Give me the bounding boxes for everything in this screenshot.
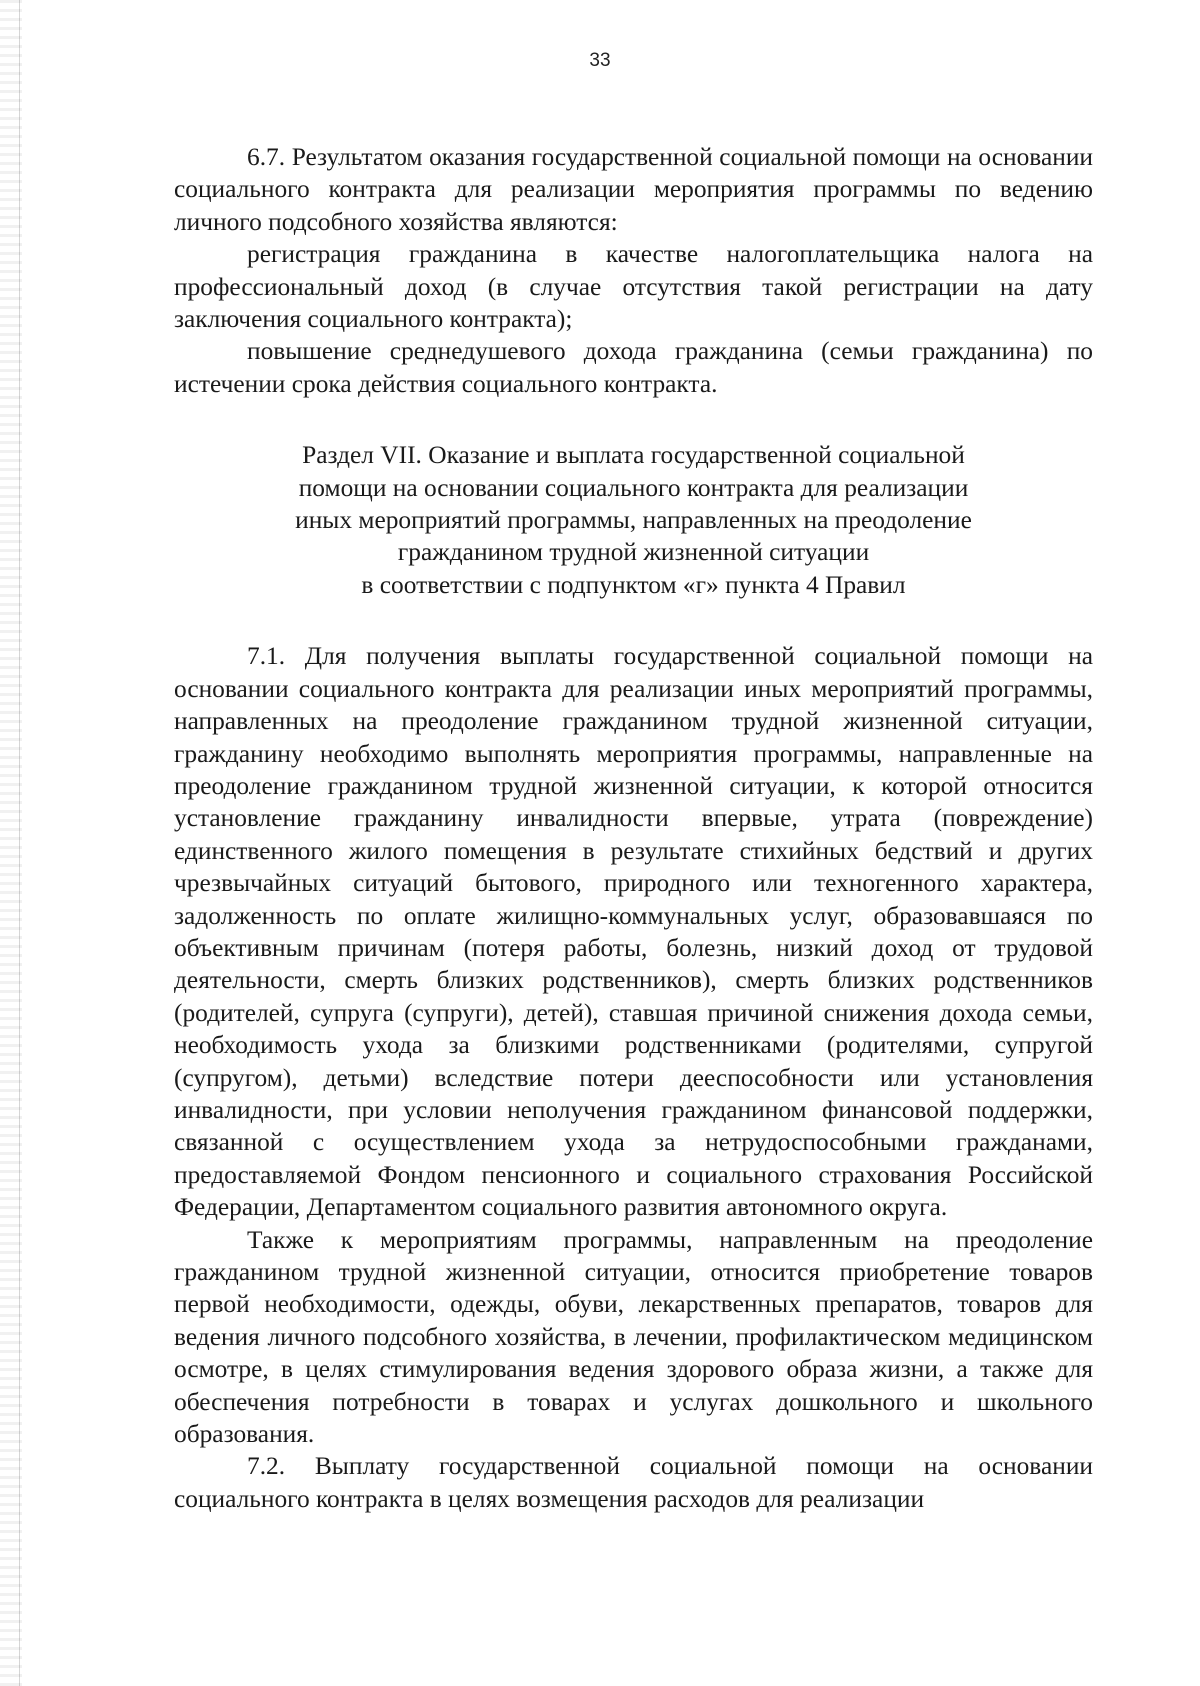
paragraph-7-1-also: Также к мероприятиям программы, направленным на преодоление гражданином трудной жизненной ситуации, относится приобретение товаров первой необходимости, одежды, обуви, лекарственных препаратов, товаров для ведения личного подсобного хозяйства, в лечении, профилактическом медицинском осмотре, в целях стимулирования ведения здорового образа жизни, а также для обеспечения потребности в товарах и услугах дошкольного и школьного образования. (174, 1225, 1093, 1449)
section-heading-line: в соответствии с подпунктом «г» пункта 4 Правил (361, 570, 906, 599)
paragraph-6-7-item-income: повышение среднедушевого дохода гражданина (семьи гражданина) по истечении срока действия социального контракта. (174, 337, 1093, 398)
section-heading-line: иных мероприятий программы, направленных на преодоление (295, 506, 972, 535)
paragraph-7-1: 7.1. Для получения выплаты государственной социальной помощи на основании социального контракта для реализации иных мероприятий программы, направленных на преодоление гражданином трудной жизненной ситуации, гражданину необходимо выполнять мероприятия программы, направленные на преодоление гражданином трудной жизненной ситуации, к которой относится установление гражданину инвалидности впервые, утрата (повреждение) единственного жилого помещения в результате стихийных бедствий и других чрезвычайных ситуаций бытового, природного или техногенного характера, задолженность по оплате жилищно-коммунальных услуг, образовавшаяся по объективным причинам (потеря работы, болезнь, низкий доход от трудовой деятельности, смерть близких родственников), смерть близких родственников (родителей, супруга (супруги), детей), ставшая причиной снижения дохода семьи, необходимость ухода за близкими родственниками (родителями, супругой (супругом), детьми) вследствие потери дееспособности или установления инвалидности, при условии неполучения гражданином финансовой поддержки, связанной с осуществлением ухода за нетрудоспособными гражданами, предоставляемой Фондом пенсионного и социального страхования Российской Федерации, Департаментом социального развития автономного округа. (174, 642, 1093, 1222)
section-heading-line: гражданином трудной жизненной ситуации (397, 538, 870, 567)
paragraph-6-7-item-registration: регистрация гражданина в качестве налогоплательщика налога на профессиональный доход (в случае отсутствия такой регистрации на дату заключения социального контракта); (174, 240, 1093, 334)
section-heading-line: Раздел VII. Оказание и выплата государственной социальной (302, 441, 965, 470)
scan-edge-artifact (0, 0, 22, 1686)
page-number: 33 (589, 50, 611, 71)
document-body (174, 141, 1093, 1515)
paragraph-6-7: 6.7. Результатом оказания государственной социальной помощи на основании социального контракта для реализации мероприятия программы по ведению личного подсобного хозяйства являются: (174, 143, 1093, 236)
section-heading-line: помощи на основании социального контракта для реализации (298, 473, 969, 502)
paragraph-7-2: 7.2. Выплату государственной социальной помощи на основании социального контракта в целях возмещения расходов для реализации (174, 1452, 1093, 1513)
section-vii-heading (174, 439, 1093, 601)
